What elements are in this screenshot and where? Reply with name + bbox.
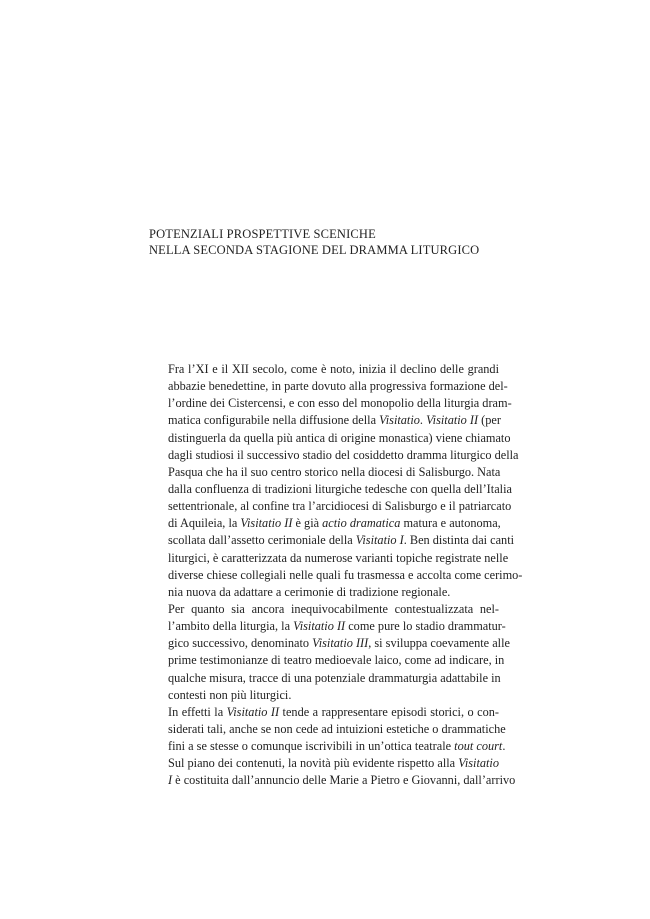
chapter-heading-line: POTENZIALI PROSPETTIVE SCENICHE bbox=[149, 227, 376, 241]
text-line: matica configurabile nella diffusione della Visitatio. Visitatio II (per bbox=[168, 413, 501, 428]
text-line: settentrionale, al confine tra l’arcidiocesi di Salisburgo e il patriarcato bbox=[168, 499, 512, 514]
paragraph-3 bbox=[149, 704, 506, 755]
text-line: liturgici, è caratterizzata da numerose varianti topiche registrate nelle bbox=[168, 550, 509, 565]
text-line: nia nuova da adattare a cerimonie di tradizione regionale. bbox=[168, 584, 451, 599]
text-line: siderati tali, anche se non cede ad intuizioni estetiche o drammatiche bbox=[168, 721, 506, 736]
text-line: Fra l’XI e il XII secolo, come è noto, inizia il declino delle grandi bbox=[168, 362, 499, 376]
text-line: prime testimonianze di teatro medioevale laico, come ad indicare, in bbox=[168, 653, 505, 668]
text-line: Per quanto sia ancora inequivocabilmente contestualizzata nel- bbox=[168, 601, 499, 616]
text-line: diverse chiese collegiali nelle quali fu trasmessa e accolta come cerimo- bbox=[168, 567, 523, 582]
text-line: fini a se stesse o comunque iscrivibili in un’ottica teatrale tout court. bbox=[168, 739, 506, 754]
text-line: gico successivo, denominato Visitatio III, si sviluppa coevamente alle bbox=[168, 636, 510, 651]
text-line: dagli studiosi il successivo stadio del cosiddetto dramma liturgico della bbox=[168, 447, 519, 462]
paragraph-1 bbox=[149, 361, 523, 601]
chapter-heading bbox=[149, 226, 509, 258]
text-line: distinguerla da quella più antica di origine monastica) viene chiamato bbox=[168, 430, 511, 445]
text-line: Sul piano dei contenuti, la novità più evidente rispetto alla Visitatio bbox=[168, 756, 499, 771]
text-line: I è costituita dall’annuncio delle Marie a Pietro e Giovanni, dall’arrivo bbox=[168, 773, 516, 788]
text-line: l’ordine dei Cistercensi, e con esso del monopolio della liturgia dram- bbox=[168, 396, 512, 411]
text-line: In effetti la Visitatio II tende a rappresentare episodi storici, o con- bbox=[168, 704, 499, 719]
body-text bbox=[149, 361, 523, 790]
text-line: Pasqua che ha il suo centro storico nella diocesi di Salisburgo. Nata bbox=[168, 464, 501, 479]
text-line: qualche misura, tracce di una potenziale drammaturgia adattabile in bbox=[168, 670, 501, 685]
chapter-heading-line: NELLA SECONDA STAGIONE DEL DRAMMA LITURGICO bbox=[149, 243, 480, 257]
paragraph-4 bbox=[149, 755, 516, 789]
text-line: abbazie benedettine, in parte dovuto alla progressiva formazione del- bbox=[168, 379, 508, 394]
text-line: scollata dall’assetto cerimoniale della Visitatio I. Ben distinta dai canti bbox=[168, 533, 515, 548]
text-line: contesti non più liturgici. bbox=[168, 687, 292, 702]
text-line: l’ambito della liturgia, la Visitatio II come pure lo stadio drammatur- bbox=[168, 619, 506, 634]
text-line: di Aquileia, la Visitatio II è già actio dramatica matura e autonoma, bbox=[168, 516, 501, 531]
paragraph-2 bbox=[149, 601, 510, 704]
text-line: dalla confluenza di tradizioni liturgiche tedesche con quella dell’Italia bbox=[168, 481, 512, 496]
